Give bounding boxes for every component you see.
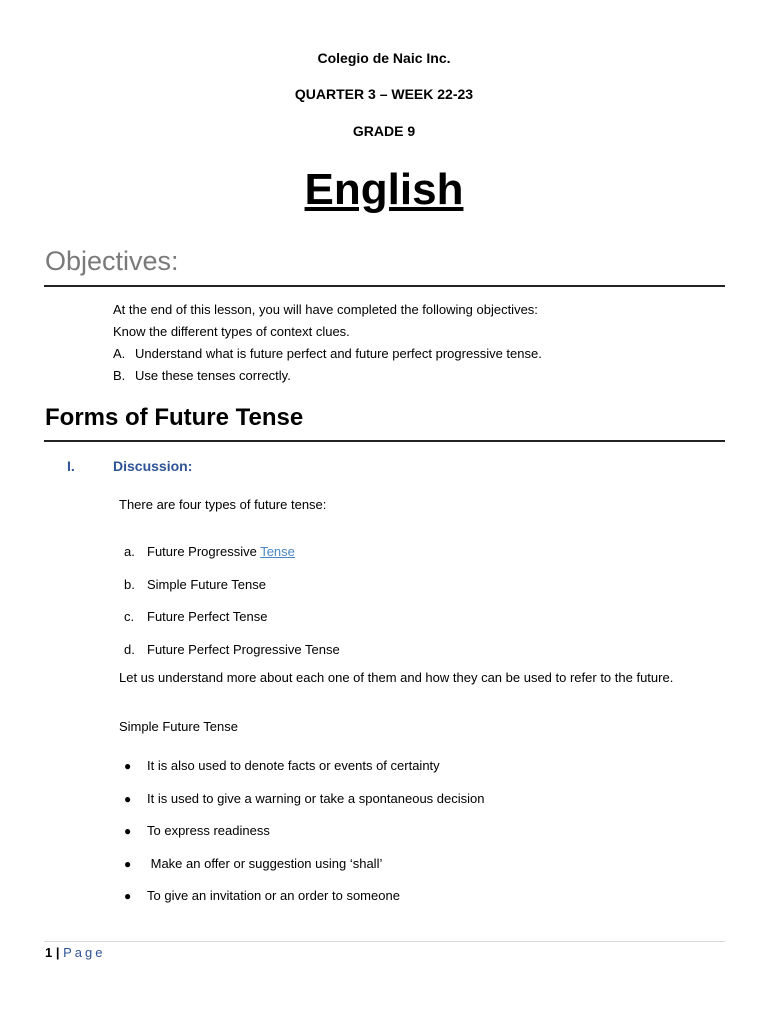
- objective-item: [113, 367, 291, 385]
- explanation-paragraph: Let us understand more about each one of them and how they can be used to refer to the future.: [119, 670, 674, 685]
- list-item: [124, 543, 295, 561]
- section-heading: Forms of Future Tense: [45, 404, 304, 431]
- objectives-heading: Objectives:: [45, 246, 179, 276]
- subject-title: English: [304, 165, 464, 214]
- objective-text: Understand what is future perfect and future perfect progressive tense.: [135, 346, 542, 361]
- list-marker: b.: [124, 577, 135, 592]
- bullet-item: [124, 855, 382, 873]
- discussion-number: I.: [67, 458, 75, 474]
- school-name: Colegio de Naic Inc.: [317, 50, 451, 66]
- footer-divider: [44, 941, 725, 942]
- list-marker: c.: [124, 609, 135, 624]
- page-number: 1: [45, 945, 53, 960]
- bullet-text: Make an offer or suggestion using ‘shall’: [147, 856, 383, 871]
- bullet-icon: ●: [124, 759, 132, 773]
- bullet-item: [124, 790, 485, 808]
- tense-link[interactable]: Tense: [260, 544, 295, 559]
- bullet-item: [124, 757, 440, 775]
- bullet-text: It is used to give a warning or take a spontaneous decision: [147, 791, 485, 806]
- list-marker: d.: [124, 642, 135, 657]
- bullet-text: To express readiness: [147, 823, 270, 838]
- list-text: Future Perfect Progressive Tense: [147, 642, 340, 657]
- page-label: Page: [63, 945, 106, 960]
- list-item: [124, 641, 340, 659]
- list-item: [124, 576, 266, 594]
- bullet-icon: ●: [124, 857, 132, 871]
- bullet-text: It is also used to denote facts or events of certainty: [147, 758, 440, 773]
- objectives-divider: [44, 285, 725, 287]
- subheading: Simple Future Tense: [119, 719, 238, 734]
- footer-separator: |: [55, 945, 60, 960]
- objective-item: [113, 345, 542, 363]
- bullet-item: [124, 887, 400, 905]
- objectives-line: Know the different types of context clues.: [113, 324, 350, 339]
- grade-level: GRADE 9: [352, 123, 416, 139]
- list-item: [124, 608, 267, 626]
- list-text: Simple Future Tense: [147, 577, 266, 592]
- objective-text: Use these tenses correctly.: [135, 368, 291, 383]
- bullet-icon: ●: [124, 889, 132, 903]
- bullet-text: To give an invitation or an order to someone: [147, 888, 400, 903]
- objectives-intro: At the end of this lesson, you will have completed the following objectives:: [113, 302, 538, 317]
- list-text: Future Perfect Tense: [147, 609, 268, 624]
- objective-marker: B.: [113, 368, 126, 383]
- types-intro: There are four types of future tense:: [119, 497, 327, 512]
- objective-marker: A.: [113, 346, 126, 361]
- quarter-week: QUARTER 3 – WEEK 22-23: [294, 86, 474, 102]
- bullet-icon: ●: [124, 792, 132, 806]
- section-divider: [44, 440, 725, 442]
- discussion-title: Discussion:: [113, 458, 193, 474]
- page-footer: [45, 944, 106, 962]
- list-marker: a.: [124, 544, 135, 559]
- bullet-icon: ●: [124, 824, 132, 838]
- list-text: Future Progressive: [147, 544, 261, 559]
- bullet-item: [124, 822, 270, 840]
